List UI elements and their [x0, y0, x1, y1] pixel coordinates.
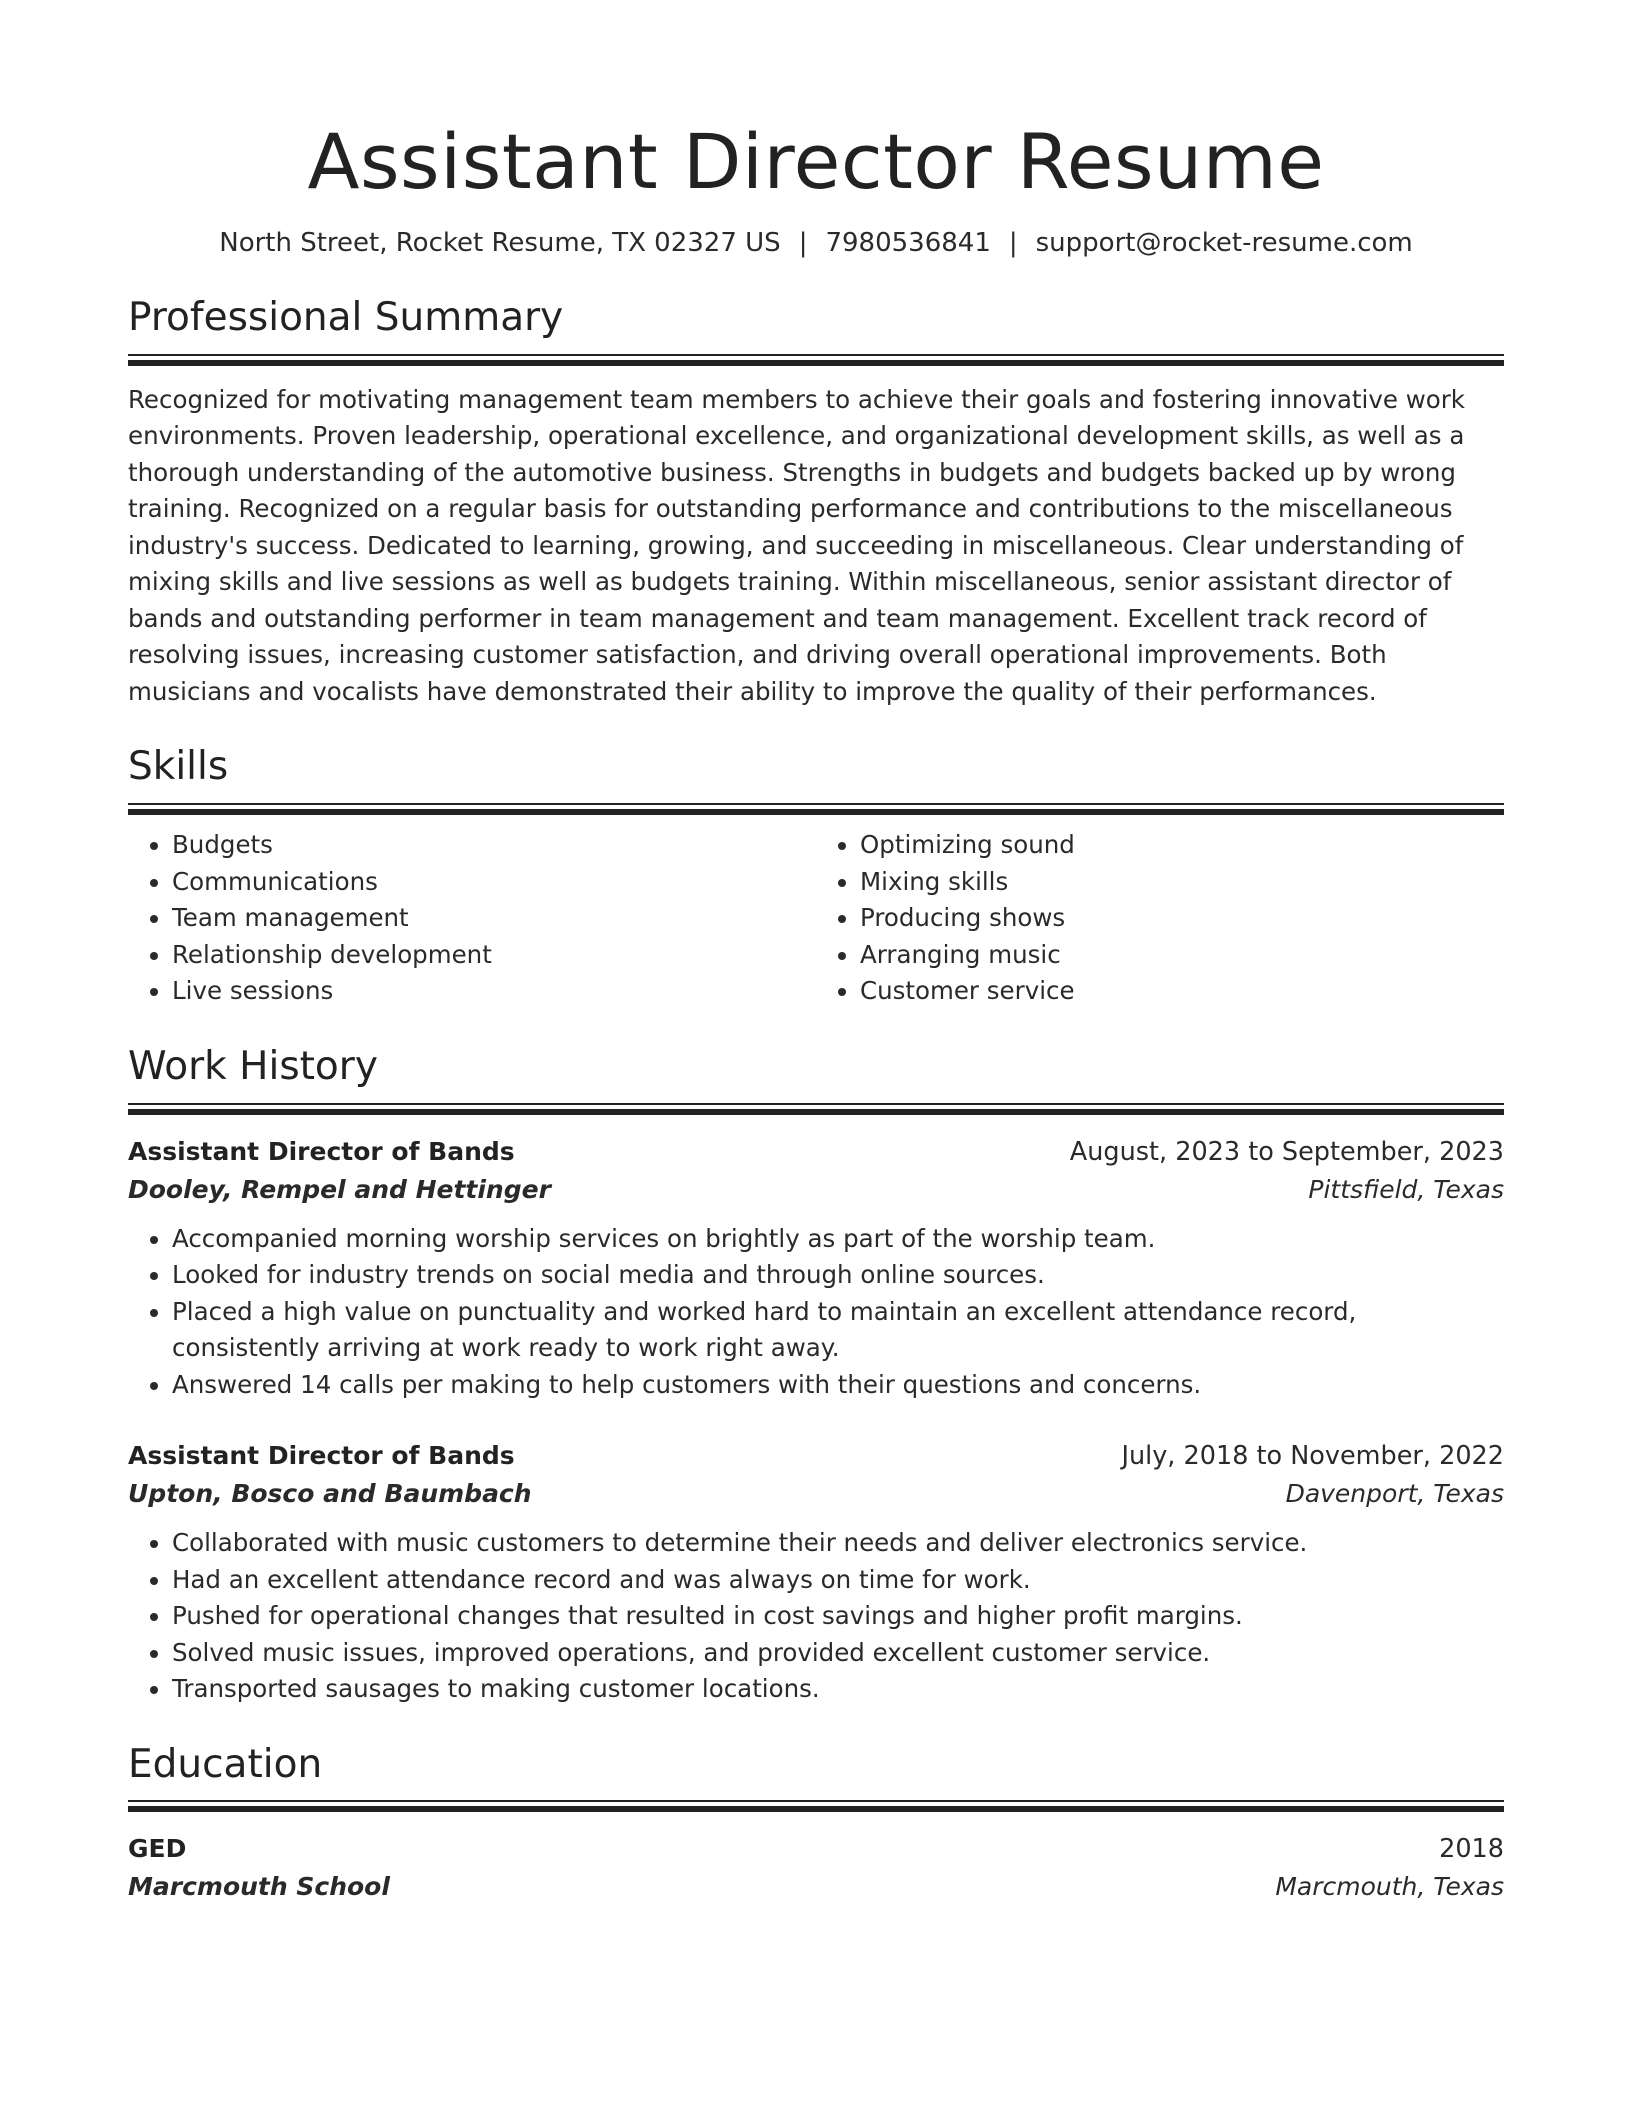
address: North Street, Rocket Resume, TX 02327 US	[219, 228, 781, 259]
skill-item: • Live sessions	[172, 973, 816, 1010]
job-dates: July, 2018 to November, 2022	[1121, 1441, 1504, 1472]
skill-item: • Budgets	[172, 827, 816, 864]
skill-item: • Communications	[172, 864, 816, 901]
contact-separator: |	[1008, 228, 1018, 259]
skill-item: • Mixing skills	[860, 864, 1504, 901]
employer-name: Upton, Bosco and Baumbach	[128, 1479, 532, 1509]
contact-separator: |	[798, 228, 808, 259]
school-name: Marcmouth School	[128, 1872, 390, 1902]
skills-section	[128, 744, 1504, 1009]
job-location: Davenport, Texas	[1285, 1479, 1504, 1509]
job-title: Assistant Director of Bands	[128, 1136, 515, 1166]
section-divider	[128, 1103, 1504, 1115]
skill-item: • Arranging music	[860, 937, 1504, 974]
skills-list-right	[816, 827, 1504, 1010]
job-entry	[128, 1133, 1504, 1404]
duty-item: • Had an excellent attendance record and was always on time for work.	[172, 1562, 1504, 1599]
job-entry	[128, 1437, 1504, 1708]
section-title-skills: Skills	[128, 744, 229, 790]
work-history-section	[128, 1044, 1504, 1708]
section-divider	[128, 1800, 1504, 1812]
job-duties	[128, 1525, 1504, 1708]
duty-item: • Accompanied morning worship services on brightly as part of the worship team.	[172, 1221, 1504, 1258]
skill-item: • Team management	[172, 900, 816, 937]
section-title-summary: Professional Summary	[128, 295, 564, 341]
education-entry	[128, 1830, 1504, 1906]
email: support@rocket-resume.com	[1035, 228, 1413, 259]
job-title: Assistant Director of Bands	[128, 1441, 515, 1471]
education-section	[128, 1742, 1504, 1907]
duty-item: • Collaborated with music customers to determine their needs and deliver electronics service.	[172, 1525, 1504, 1562]
job-location: Pittsfield, Texas	[1308, 1174, 1504, 1204]
section-title-work-history: Work History	[128, 1043, 378, 1089]
skill-item: • Optimizing sound	[860, 827, 1504, 864]
job-dates: August, 2023 to September, 2023	[1069, 1136, 1504, 1167]
summary-text: Recognized for motivating management team members to achieve their goals and fostering innovative work environments. Proven leadership, operational excellence, and organizational development skills, as well as a thorough understanding of the automotive business. Strengths in budgets and budgets backed up by wrong training. Recognized on a regular basis for outstanding performance and contributions to the miscellaneous industry's success. Dedicated to learning, growing, and succeeding in miscellaneous. Clear understanding of mixing skills and live sessions as well as budgets training. Within miscellaneous, senior assistant director of bands and outstanding performer in team management and team management. Excellent track record of resolving issues, increasing customer satisfaction, and driving overall operational improvements. Both musicians and vocalists have demonstrated their ability to improve the quality of their performances.	[128, 384, 1465, 706]
skills-columns	[128, 827, 1504, 1010]
summary-section	[128, 295, 1504, 710]
section-divider	[128, 803, 1504, 815]
skill-item: • Relationship development	[172, 937, 816, 974]
duty-item: • Answered 14 calls per making to help customers with their questions and concerns.	[172, 1367, 1504, 1404]
contact-line	[128, 227, 1504, 261]
skill-item: • Customer service	[860, 973, 1504, 1010]
duty-item: • Looked for industry trends on social media and through online sources.	[172, 1257, 1504, 1294]
duty-item: • Placed a high value on punctuality and worked hard to maintain an excellent attendance record, consistently arriving at work ready to work right away.	[172, 1294, 1504, 1367]
phone: 7980536841	[825, 228, 991, 259]
duty-item: • Pushed for operational changes that resulted in cost savings and higher profit margins.	[172, 1598, 1504, 1635]
degree: GED	[128, 1834, 187, 1864]
resume-title: Assistant Director Resume	[307, 117, 1325, 206]
graduation-year: 2018	[1439, 1834, 1504, 1865]
skills-list-left	[128, 827, 816, 1010]
section-title-education: Education	[128, 1741, 323, 1787]
employer-name: Dooley, Rempel and Hettinger	[128, 1174, 551, 1204]
school-location: Marcmouth, Texas	[1275, 1872, 1504, 1902]
section-divider	[128, 354, 1504, 366]
duty-item: • Solved music issues, improved operations, and provided excellent customer service.	[172, 1635, 1504, 1672]
skill-item: • Producing shows	[860, 900, 1504, 937]
duty-item: • Transported sausages to making customer locations.	[172, 1671, 1504, 1708]
job-duties	[128, 1221, 1504, 1404]
